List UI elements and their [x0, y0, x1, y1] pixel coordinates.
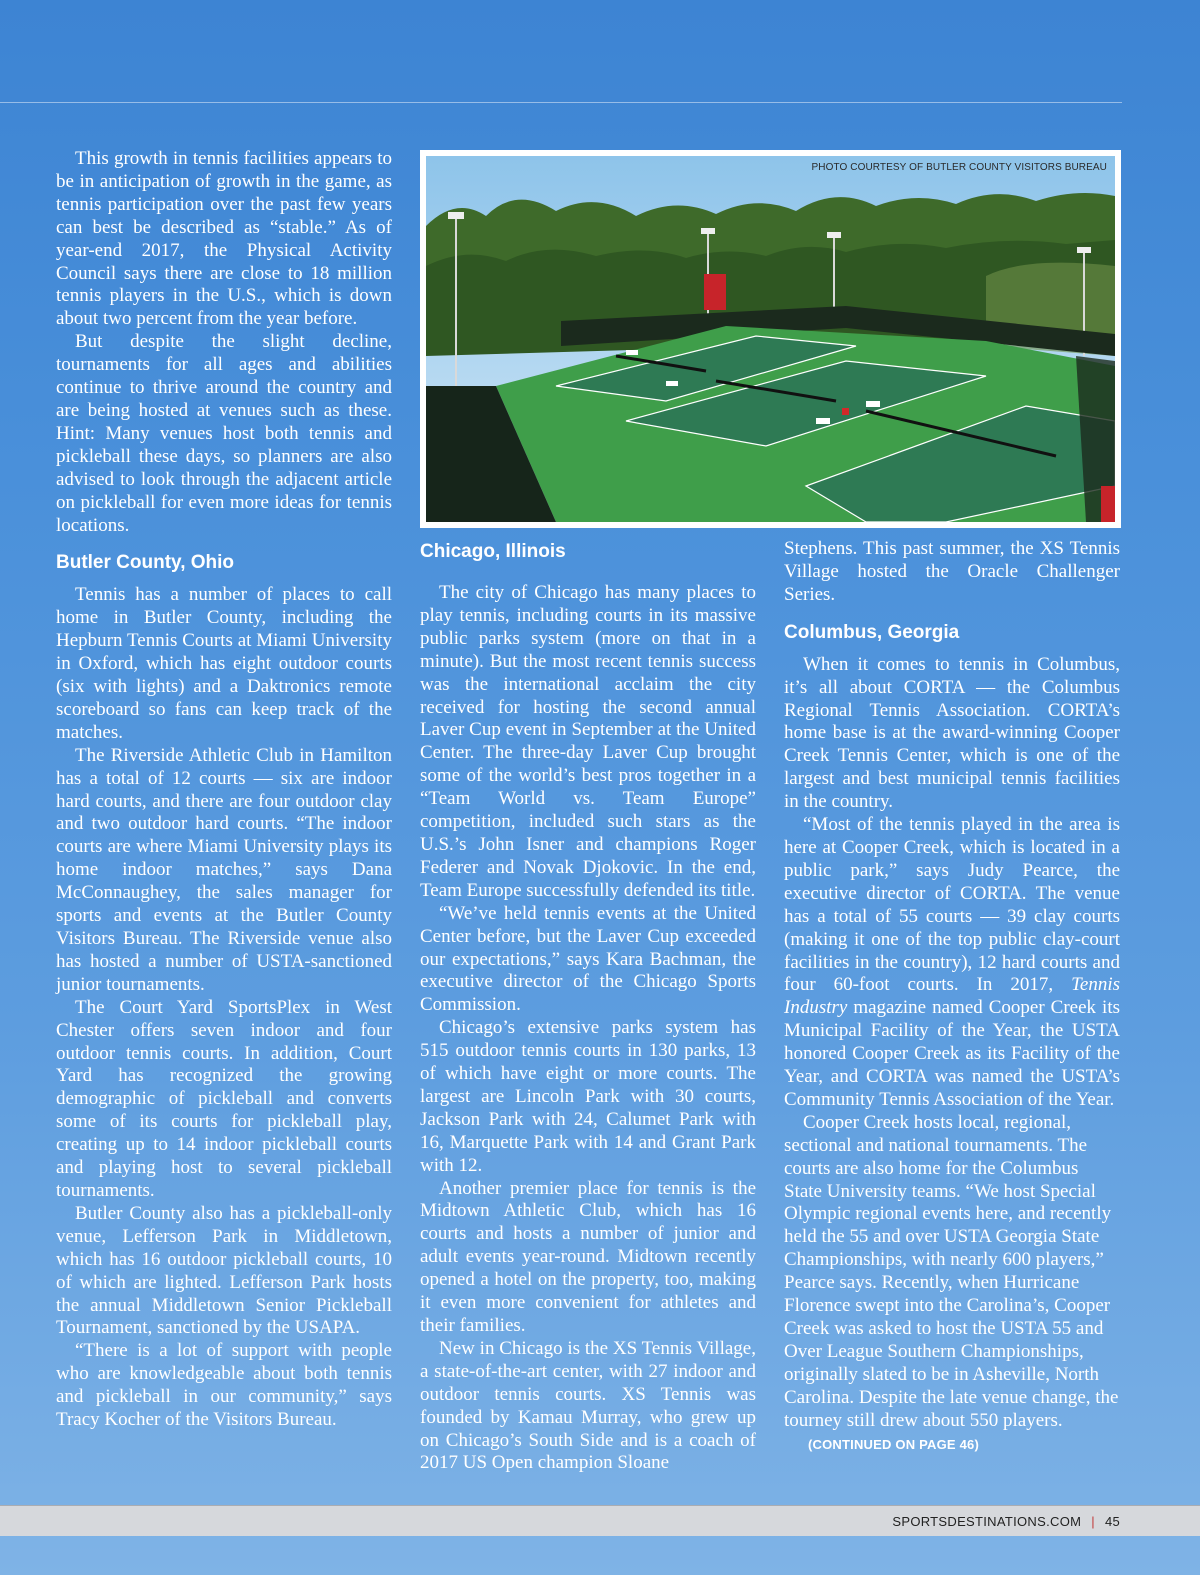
site-url: SPORTSDESTINATIONS.COM — [892, 1514, 1082, 1529]
continued-note: (CONTINUED ON PAGE 46) — [808, 1436, 980, 1452]
paragraph: Butler County also has a pickleball-only venue, Lefferson Park in Middletown, which has 16 outdoor pickleball courts, 10 of which are lighted. Lefferson Park hosts the annual Middletown Senior Pickleball Tournament, sanctioned by the USAPA. — [56, 1202, 392, 1339]
tennis-courts-photo — [420, 150, 1121, 528]
photo-credit: PHOTO COURTESY OF BUTLER COUNTY VISITORS BUREAU — [811, 162, 1107, 173]
paragraph: Chicago’s extensive parks system has 515 outdoor tennis courts in 130 parks, 13 of which have eight or more courts. The largest are Lincoln Park with 30 courts, Jackson Park with 24, Calumet Park with 16, Marquette Park with 14 and Grant Park with 12. — [420, 1017, 756, 1176]
section-heading-butler-county: Butler County, Ohio — [56, 552, 235, 574]
paragraph: The Court Yard SportsPlex in West Chester offers seven indoor and four outdoor tennis courts. In addition, Court Yard has recognized the growing demographic of pickleball and converts some of its courts for pickleball play, creating up to 14 indoor pickleball courts and playing host to several pickleball tournaments. — [56, 996, 392, 1201]
text-run: magazine named Cooper Creek its Municipal Facility of the Year, the USTA honored Cooper Creek as its Facility of the Year, and CORTA was named the USTA’s Community Tennis Association of the Year. — [784, 997, 1120, 1110]
tennis-courts-illustration — [426, 156, 1115, 522]
paragraph: Stephens. This past summer, the XS Tennis Village hosted the Oracle Challenger Series. — [784, 538, 1120, 605]
paragraph: But despite the slight decline, tournaments for all ages and abilities continue to thrive around the country and are being hosted at venues such as these. Hint: Many venues host both tennis and pickleball these days, so planners are also advised to look through the adjacent article on pickleball for even more ideas for tennis locations. — [56, 331, 392, 536]
paragraph — [784, 814, 1120, 1112]
top-rule — [0, 102, 1122, 103]
paragraph: This growth in tennis facilities appears to be in anticipation of growth in the game, as tennis participation over the past few years can best be described as “stable.” As of year-end 2017, the Physical Activity Council says there are close to 18 million tennis players in the U.S., which is down about two percent from the year before. — [56, 148, 392, 330]
paragraph: New in Chicago is the XS Tennis Village, a state-of-the-art center, with 27 indoor and outdoor tennis courts. XS Tennis was founded by Kamau Murray, who grew up on Chicago’s South Side and is a coach of 2017 US Open champion Sloane — [420, 1337, 756, 1474]
page-footer — [0, 1505, 1200, 1536]
magazine-title: Tennis Industry — [784, 974, 1120, 1019]
text-run: “Most of the tennis played in the area is here at Cooper Creek, which is located in a public park,” says Judy Pearce, the executive director of CORTA. The venue has a total of 55 courts — 39 clay courts (making it one of the top public clay-court facilities in the country), 12 hard courts and four 60-foot courts. In 2017, — [784, 814, 1120, 996]
paragraph: When it comes to tennis in Columbus, it’s all about CORTA — the Columbus Regional Tennis Association. CORTA’s home base is at the award-winning Cooper Creek Tennis Center, which is one of the largest and best municipal tennis facilities in the country. — [784, 653, 1120, 813]
paragraph: “There is a lot of support with people who are knowledgeable about both tennis and pickleball in our community,” says Tracy Kocher of the Visitors Bureau. — [56, 1340, 392, 1431]
article-column-2 — [420, 540, 756, 1475]
paragraph — [784, 1112, 1120, 1457]
paragraph: Tennis has a number of places to call home in Butler County, including the Hepburn Tennis Courts at Miami University in Oxford, which has eight outdoor courts (six with lights) and a Daktronics remote scoreboard so fans can keep track of the matches. — [56, 584, 392, 743]
paragraph: The Riverside Athletic Club in Hamilton has a total of 12 courts — six are indoor hard courts, and there are four outdoor clay and two outdoor hard courts. “The indoor courts are where Miami University plays its home indoor matches,” says Dana McConnaughey, the sales manager for sports and events at the Butler County Visitors Bureau. The Riverside venue also has hosted a number of USTA-sanctioned junior tournaments. — [56, 744, 392, 995]
section-heading-chicago: Chicago, Illinois — [420, 541, 566, 562]
text-run: Cooper Creek hosts local, regional, sectional and national tournaments. The courts are also home for the Columbus State University teams. “We host Special Olympic regional events here, and recently held the 55 and over USTA Georgia State Championships, with nearly 600 players,” Pearce says. Recently, when Hurricane Florence swept into the Carolina’s, Cooper Creek was asked to host the USTA 55 and Over League Southern Championships, originally slated to be in Asheville, North Carolina. Despite the late venue change, the tourney still drew about 550 players. — [784, 1111, 1119, 1431]
page-number: 45 — [1104, 1514, 1120, 1529]
article-column-3 — [784, 538, 1120, 1456]
article-column-1 — [56, 148, 392, 1432]
section-heading-columbus: Columbus, Georgia — [784, 621, 960, 643]
footer-separator: | — [1091, 1514, 1095, 1529]
paragraph: “We’ve held tennis events at the United Center before, but the Laver Cup exceeded our expectations,” says Kara Bachman, the executive director of the Chicago Sports Commission. — [420, 902, 756, 1016]
paragraph: Another premier place for tennis is the Midtown Athletic Club, which has 16 courts and hosts a number of junior and adult events year-round. Midtown recently opened a hotel on the property, too, making it even more convenient for athletes and their families. — [420, 1177, 756, 1336]
paragraph: The city of Chicago has many places to play tennis, including courts in its massive public parks system (more on that in a minute). But the most recent tennis success was the international acclaim the city received for hosting the second annual Laver Cup event in September at the United Center. The three-day Laver Cup brought some of the world’s best pros together in a “Team World vs. Team Europe” competition, included such stars as the U.S.’s John Isner and champions Roger Federer and Novak Djokovic. In the end, Team Europe successfully defended its title. — [420, 582, 756, 901]
